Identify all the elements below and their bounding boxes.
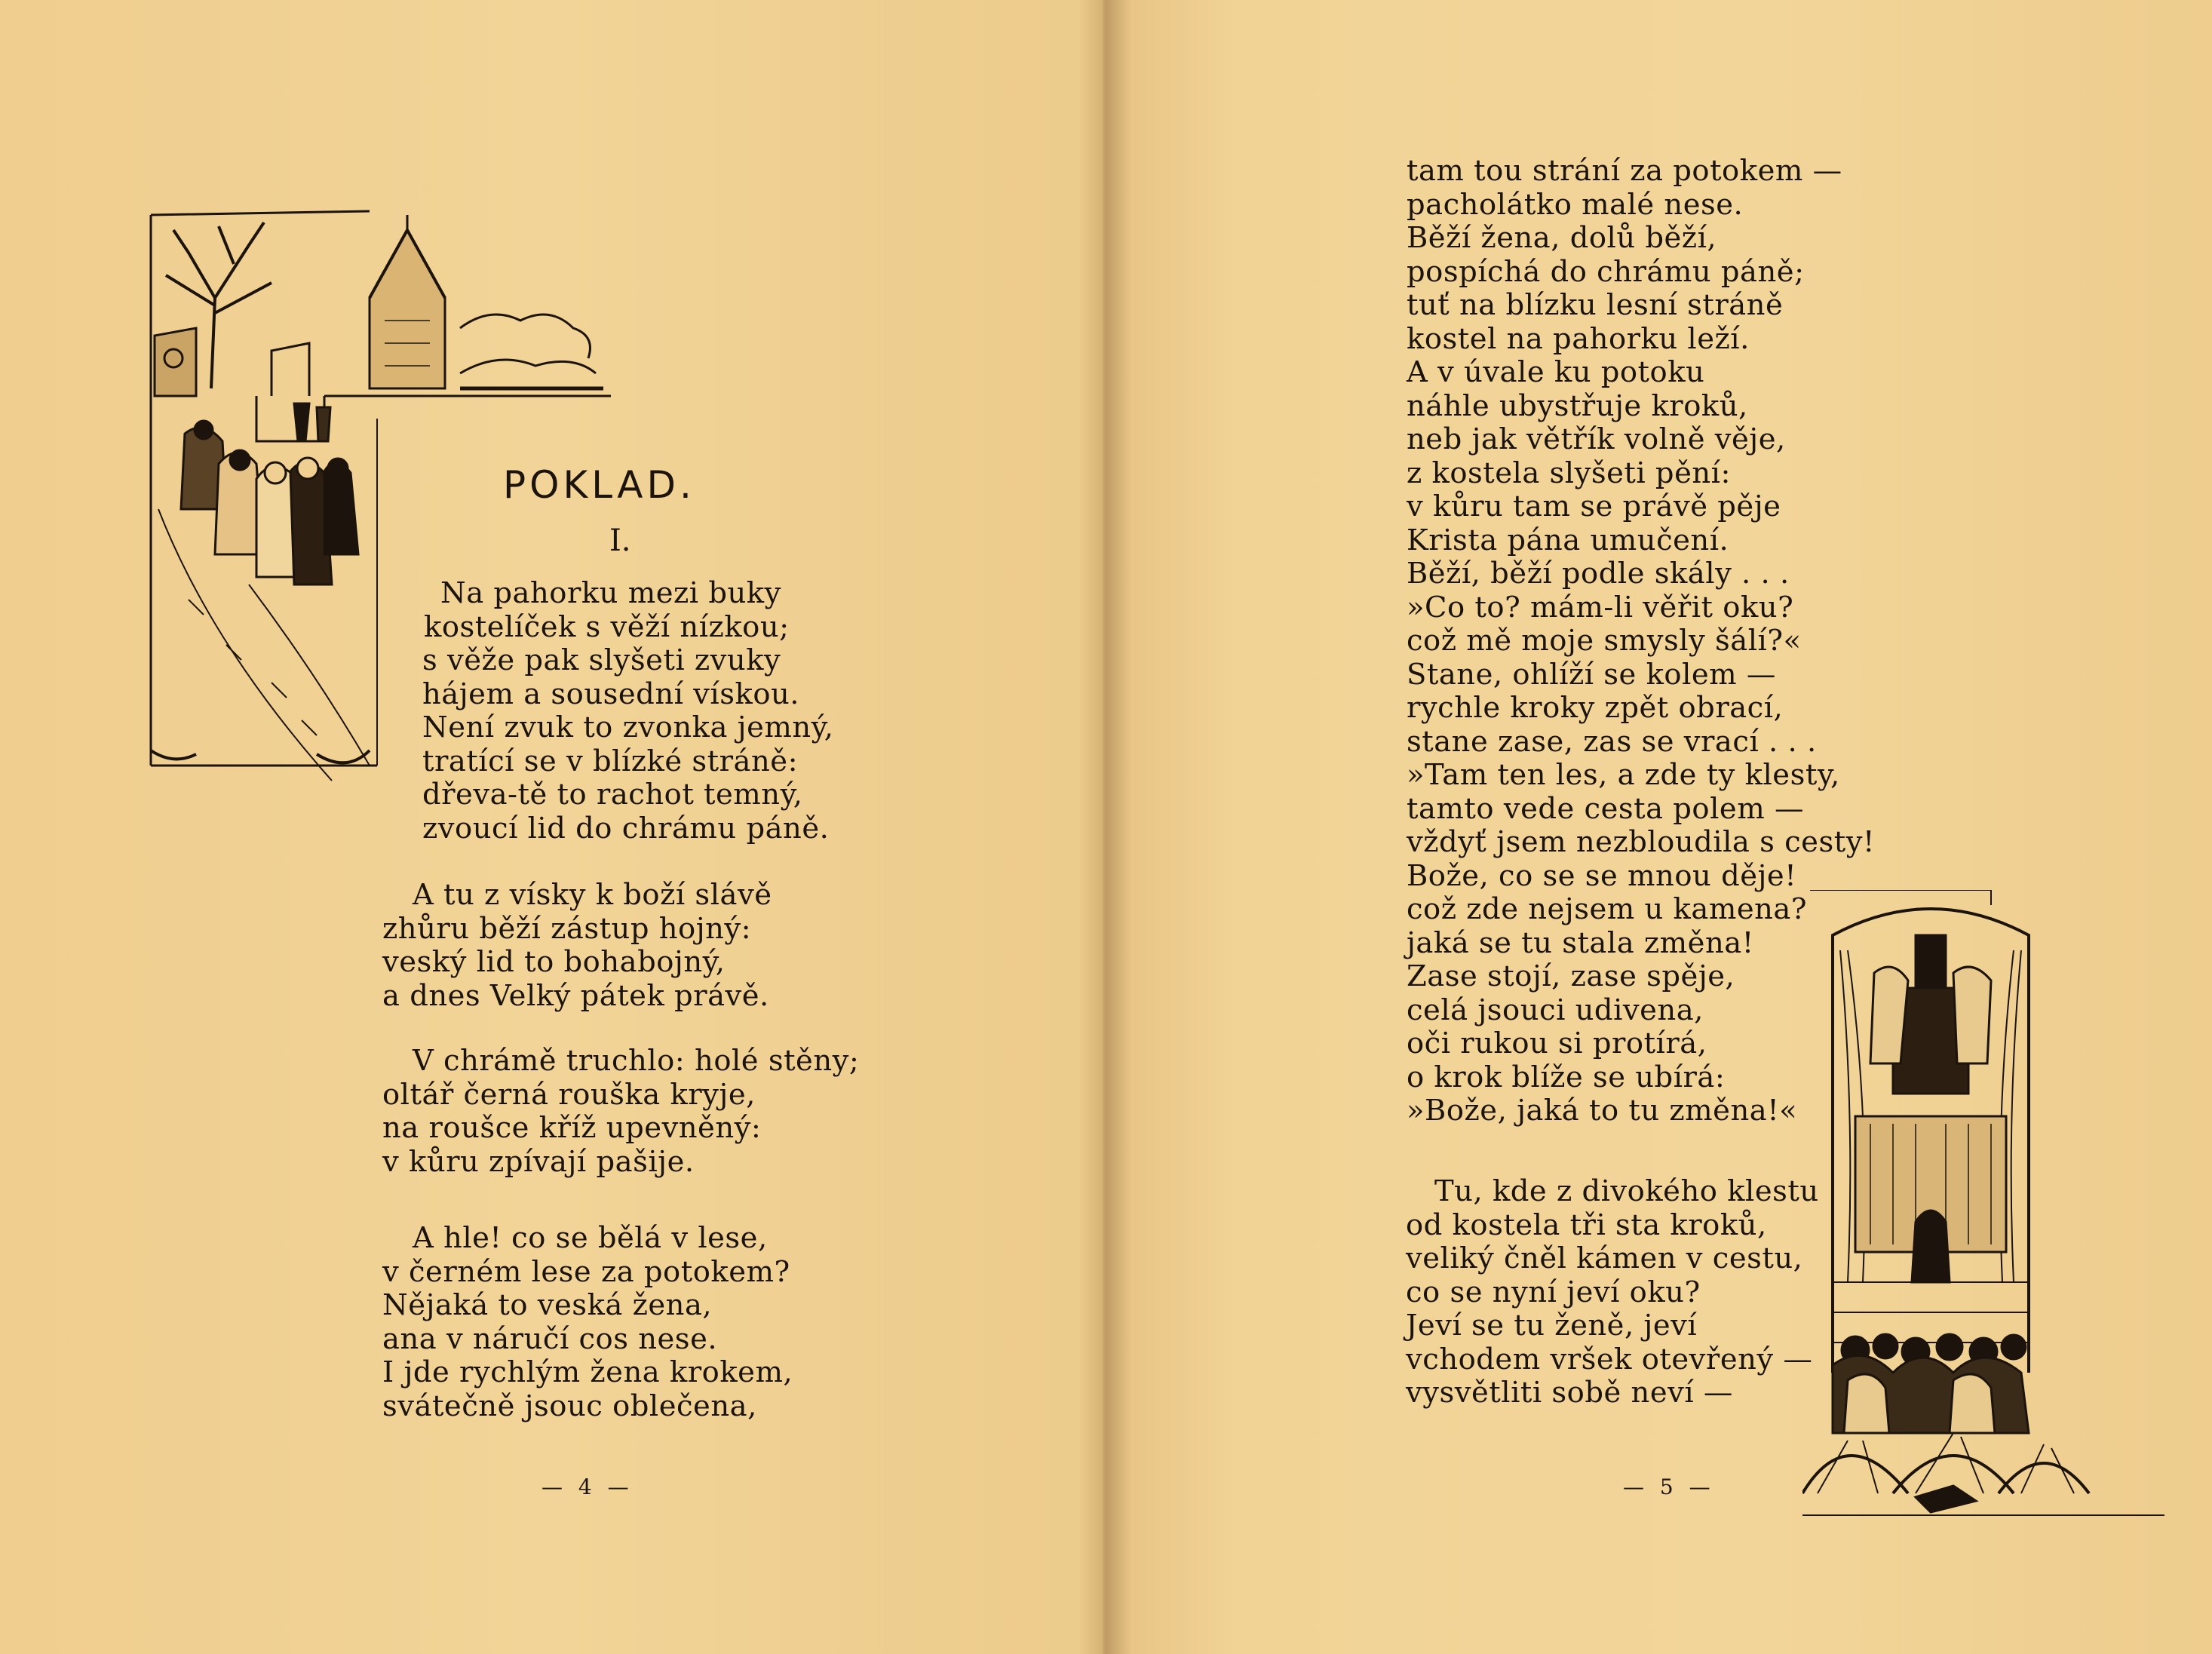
verse-line: A tu z vísky k boží slávě bbox=[413, 878, 772, 912]
verse-line: veliký čněl kámen v cestu, bbox=[1406, 1241, 1803, 1275]
verse-line: náhle ubystřuje kroků, bbox=[1407, 388, 1748, 423]
verse-line: »Co to? mám-li věřit oku? bbox=[1407, 590, 1794, 624]
verse-line: což zde nejsem u kamena? bbox=[1407, 892, 1808, 926]
verse-line: pospíchá do chrámu páně; bbox=[1407, 254, 1805, 289]
verse-line: celá jsouci udivena, bbox=[1407, 993, 1704, 1027]
verse-line: v černém lese za potokem? bbox=[382, 1254, 790, 1289]
verse-line: v kůru tam se právě pěje bbox=[1407, 489, 1781, 523]
verse-line: A v úvale ku potoku bbox=[1407, 355, 1705, 389]
verse-line: Běží, běží podle skály . . . bbox=[1407, 557, 1790, 591]
verse-line: zvoucí lid do chrámu páně. bbox=[422, 811, 830, 845]
verse-line: zhůru běží zástup hojný: bbox=[382, 911, 752, 946]
verse-line: Stane, ohlíží se kolem — bbox=[1407, 657, 1776, 692]
verse-line: v kůru zpívají pašije. bbox=[382, 1144, 695, 1179]
verse-line: Tu, kde z divokého klestu bbox=[1434, 1174, 1819, 1208]
verse-line: na roušce kříž upevněný: bbox=[382, 1111, 762, 1145]
verse-line: s věže pak slyšeti zvuky bbox=[422, 643, 781, 677]
verse-line: veský lid to bohabojný, bbox=[382, 945, 726, 979]
verse-line: co se nyní jeví oku? bbox=[1406, 1275, 1701, 1309]
left-page bbox=[0, 0, 1103, 1654]
verse-line: vysvětliti sobě neví — bbox=[1406, 1376, 1733, 1410]
verse-line: oltář černá rouška kryje, bbox=[382, 1077, 756, 1112]
verse-line: dřeva-tě to rachot temný, bbox=[422, 778, 803, 812]
page-number: — 4 — bbox=[541, 1474, 634, 1499]
section-number: I. bbox=[609, 523, 631, 558]
page-number: — 5 — bbox=[1623, 1474, 1715, 1499]
stanza-4 bbox=[382, 1221, 793, 1423]
verse-line: neb jak větřík volně věje, bbox=[1407, 422, 1786, 456]
church-interior-altar-illustration bbox=[1802, 890, 2180, 1516]
stanza-6 bbox=[1406, 1174, 1819, 1410]
verse-line: vždyť jsem nezbloudila s cesty! bbox=[1407, 825, 1875, 859]
verse-line: o krok blíže se ubírá: bbox=[1407, 1060, 1726, 1094]
verse-line: ana v náručí cos nese. bbox=[382, 1321, 718, 1356]
verse-line: oči rukou si protírá, bbox=[1407, 1026, 1707, 1060]
verse-line: Není zvuk to zvonka jemný, bbox=[422, 710, 834, 744]
stanza-2 bbox=[382, 878, 772, 1013]
book-gutter bbox=[1078, 0, 1131, 1654]
verse-line: a dnes Velký pátek právě. bbox=[382, 978, 769, 1013]
verse-line: kostelíček s věží nízkou; bbox=[424, 609, 790, 644]
verse-line: »Tam ten les, a zde ty klesty, bbox=[1407, 758, 1840, 792]
verse-line: kostel na pahorku leží. bbox=[1407, 321, 1750, 356]
verse-line: Zase stojí, zase spěje, bbox=[1407, 959, 1735, 993]
stanza-3 bbox=[382, 1044, 860, 1179]
verse-line: hájem a sousední vískou. bbox=[422, 677, 800, 711]
verse-line: pacholátko malé nese. bbox=[1407, 187, 1744, 222]
verse-line: Krista pána umučení. bbox=[1407, 523, 1729, 557]
verse-line: Bože, co se se mnou děje! bbox=[1407, 858, 1797, 893]
verse-line: jaká se tu stala změna! bbox=[1407, 925, 1754, 960]
verse-line: tratící se v blízké stráně: bbox=[422, 744, 799, 778]
poem-title: POKLAD. bbox=[503, 463, 695, 507]
verse-line: tuť na blízku lesní stráně bbox=[1407, 288, 1784, 322]
verse-line: Na pahorku mezi buky bbox=[440, 576, 781, 610]
verse-line: A hle! co se bělá v lese, bbox=[413, 1221, 768, 1255]
verse-line: »Bože, jaká to tu změna!« bbox=[1407, 1094, 1798, 1128]
verse-line: Běží žena, dolů běží, bbox=[1407, 221, 1717, 255]
verse-line: vchodem vršek otevřený — bbox=[1406, 1342, 1813, 1376]
verse-line: I jde rychlým žena krokem, bbox=[382, 1355, 793, 1389]
verse-line: z kostela slyšeti pění: bbox=[1407, 456, 1731, 490]
verse-line: svátečně jsouc oblečena, bbox=[382, 1389, 757, 1423]
verse-line: V chrámě truchlo: holé stěny; bbox=[413, 1044, 860, 1078]
verse-line: tamto vede cesta polem — bbox=[1407, 791, 1804, 826]
right-page bbox=[1103, 0, 2212, 1654]
verse-line: rychle kroky zpět obrací, bbox=[1407, 691, 1784, 725]
verse-line: stane zase, zas se vrací . . . bbox=[1407, 724, 1817, 759]
verse-line: tam tou strání za potokem — bbox=[1407, 154, 1842, 188]
verse-line: Nějaká to veská žena, bbox=[382, 1288, 713, 1322]
verse-line: od kostela tři sta kroků, bbox=[1406, 1208, 1767, 1242]
verse-line: Jeví se tu ženě, jeví bbox=[1406, 1309, 1698, 1343]
stanza-1 bbox=[422, 576, 834, 845]
verse-line: což mě moje smysly šálí?« bbox=[1407, 624, 1802, 658]
